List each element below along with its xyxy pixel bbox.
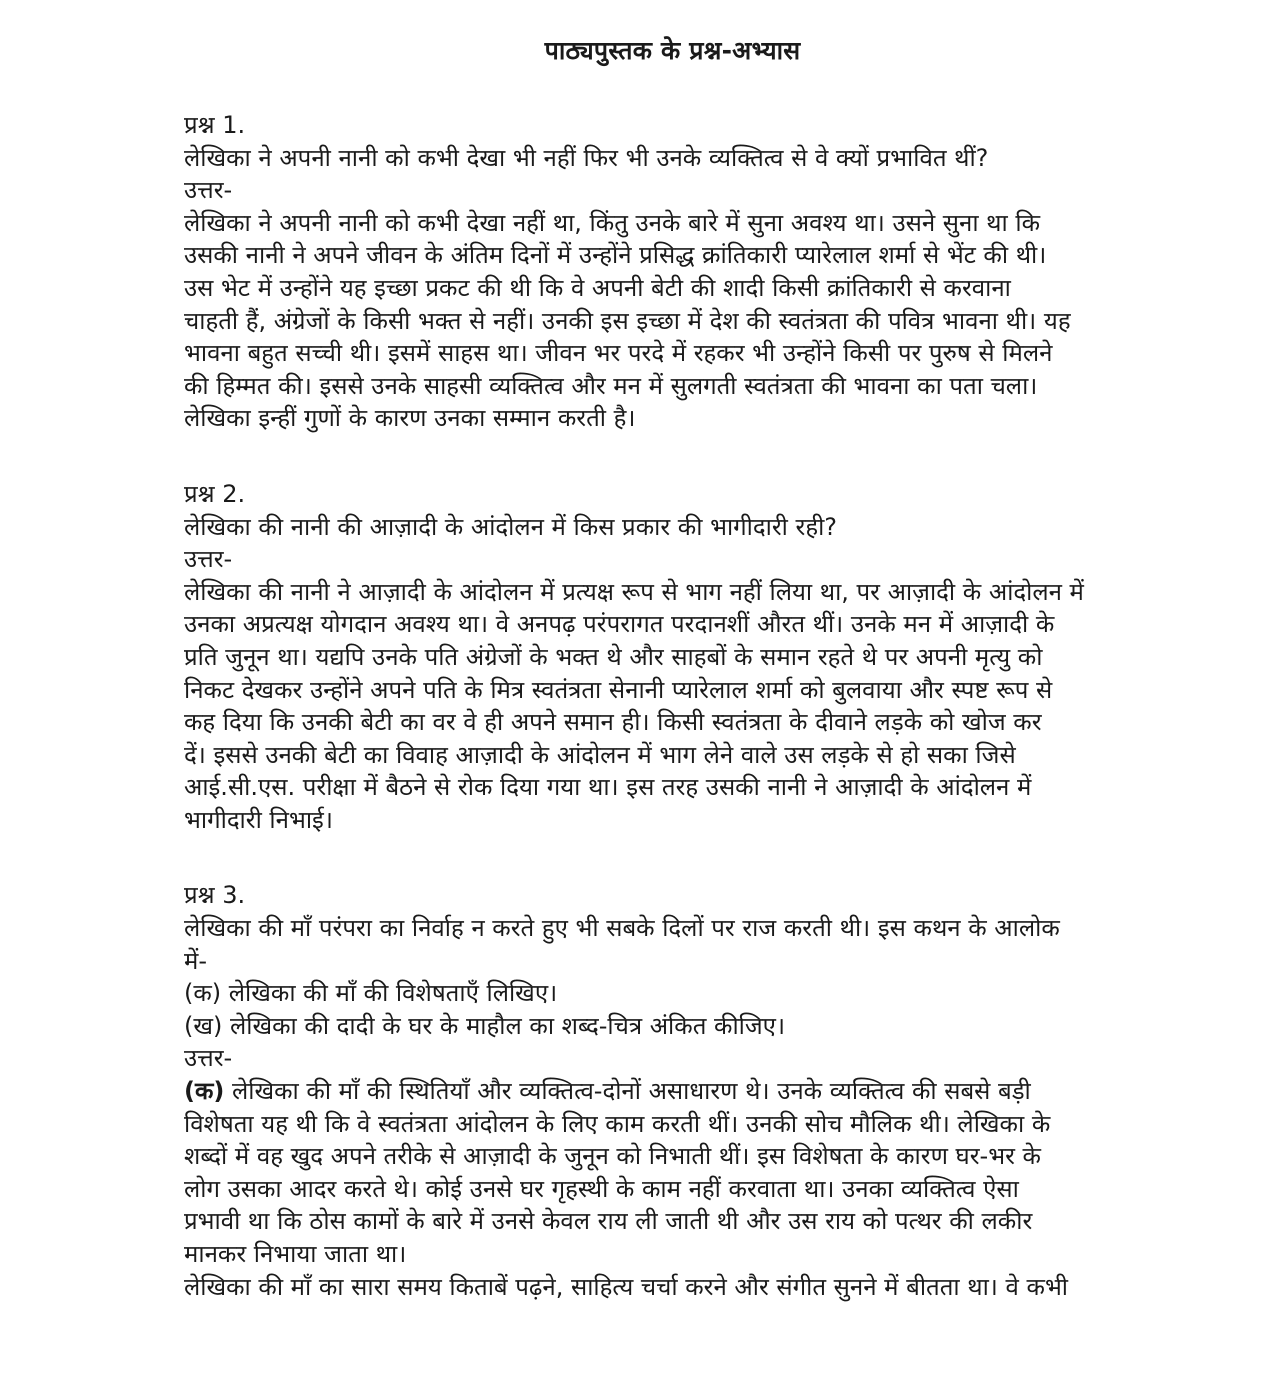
answer-line: भावना बहुत सच्ची थी। इसमें साहस था। जीवन भर परदे में रहकर भी उन्होंने किसी पर पुरुष से मिलने <box>184 339 1053 368</box>
answer-line: कह दिया कि उनकी बेटी का वर वे ही अपने समान ही। किसी स्वतंत्रता के दीवाने लड़के को खोज कर <box>184 708 1042 737</box>
answer-line: लेखिका इन्हीं गुणों के कारण उनका सम्मान करती है। <box>184 404 636 433</box>
question-block-1 <box>184 109 1169 435</box>
answer-line: उसकी नानी ने अपने जीवन के अंतिम दिनों में उन्होंने प्रसिद्ध क्रांतिकारी प्यारेलाल शर्मा से भेंट की थी। <box>184 241 1047 270</box>
question-subpart: (क) लेखिका की माँ की विशेषताएँ लिखिए। <box>184 979 558 1008</box>
answer-label: उत्तर- <box>184 1044 233 1073</box>
question-text: लेखिका की नानी की आज़ादी के आंदोलन में किस प्रकार की भागीदारी रही? <box>184 512 838 541</box>
answer-line: की हिम्मत की। इससे उनके साहसी व्यक्तित्व और मन में सुलगती स्वतंत्रता की भावना का पता चला। <box>184 371 1038 400</box>
answer-line: लेखिका की माँ का सारा समय किताबें पढ़ने, साहित्य चर्चा करने और संगीत सुनने में बीतता था। वे कभी <box>184 1272 1069 1301</box>
question-text: में- <box>184 946 208 975</box>
answer-part-label: (क) <box>184 1077 225 1106</box>
answer-line: लोग उसका आदर करते थे। कोई उनसे घर गृहस्थी के काम नहीं करवाता था। उनका व्यक्तित्व ऐसा <box>184 1174 1019 1203</box>
question-subpart: (ख) लेखिका की दादी के घर के माहौल का शब्द-चित्र अंकित कीजिए। <box>184 1011 786 1040</box>
answer-line: शब्दों में वह खुद अपने तरीके से आज़ादी के जुनून को निभाती थीं। इस विशेषता के कारण घर-भर के <box>184 1142 1041 1171</box>
answer-line: उस भेट में उन्होंने यह इच्छा प्रकट की थी कि वे अपनी बेटी की शादी किसी क्रांतिकारी से करवाना <box>184 273 1011 302</box>
answer-line: भागीदारी निभाई। <box>184 805 333 834</box>
question-text: लेखिका की माँ परंपरा का निर्वाह न करते हुए भी सबके दिलों पर राज करती थी। इस कथन के आलोक <box>184 914 1060 943</box>
answer-line: प्रति जुनून था। यद्यपि उनके पति अंग्रेजों के भक्त थे और साहबों के समान रहते थे पर अपनी मृत्यु को <box>184 642 1043 671</box>
answer-line: लेखिका की नानी ने आज़ादी के आंदोलन में प्रत्यक्ष रूप से भाग नहीं लिया था, पर आज़ादी के आंदोलन में <box>184 577 1084 606</box>
answer-line: लेखिका ने अपनी नानी को कभी देखा नहीं था, किंतु उनके बारे में सुना अवश्य था। उसने सुना था कि <box>184 208 1041 237</box>
answer-line: आई.सी.एस. परीक्षा में बैठने से रोक दिया गया था। इस तरह उसकी नानी ने आज़ादी के आंदोलन में <box>184 773 1032 802</box>
page-title: पाठ्यपुस्तक के प्रश्न-अभ्यास <box>544 36 801 65</box>
question-block-2 <box>184 478 1169 837</box>
answer-line: निकट देखकर उन्होंने अपने पति के मित्र स्वतंत्रता सेनानी प्यारेलाल शर्मा को बुलवाया और स्पष्ट रूप से <box>184 675 1053 704</box>
answer-line: विशेषता यह थी कि वे स्वतंत्रता आंदोलन के लिए काम करती थीं। उनकी सोच मौलिक थी। लेखिका के <box>184 1109 1051 1138</box>
answer-label: उत्तर- <box>184 176 233 205</box>
answer-line: दें। इससे उनकी बेटी का विवाह आज़ादी के आंदोलन में भाग लेने वाले उस लड़के से हो सका जिसे <box>184 740 1016 769</box>
answer-line: प्रभावी था कि ठोस कामों के बारे में उनसे केवल राय ली जाती थी और उस राय को पत्थर की लकीर <box>184 1207 1033 1236</box>
answer-line: चाहती हैं, अंग्रेजों के किसी भक्त से नहीं। उनकी इस इच्छा में देश की स्वतंत्रता की पवित्र भावना थी। यह <box>184 306 1071 335</box>
question-label: प्रश्न 2. <box>184 479 246 508</box>
answer-label: उत्तर- <box>184 545 233 574</box>
answer-line <box>184 1075 1169 1108</box>
answer-line: उनका अप्रत्यक्ष योगदान अवश्य था। वे अनपढ़ परंपरागत परदानशीं औरत थीं। उनके मन में आज़ादी के <box>184 610 1055 639</box>
answer-line: मानकर निभाया जाता था। <box>184 1240 407 1268</box>
question-label: प्रश्न 1. <box>184 111 246 139</box>
question-label: प्रश्न 3. <box>184 881 246 910</box>
document-content <box>184 109 1169 1303</box>
question-text: लेखिका ने अपनी नानी को कभी देखा भी नहीं फिर भी उनके व्यक्तित्व से वे क्यों प्रभावित थीं? <box>184 143 989 172</box>
question-block-3 <box>184 879 1169 1303</box>
answer-line-text: लेखिका की माँ की स्थितियाँ और व्यक्तित्व-दोनों असाधारण थे। उनके व्यक्तित्व की सबसे बड़ी <box>224 1077 1031 1106</box>
